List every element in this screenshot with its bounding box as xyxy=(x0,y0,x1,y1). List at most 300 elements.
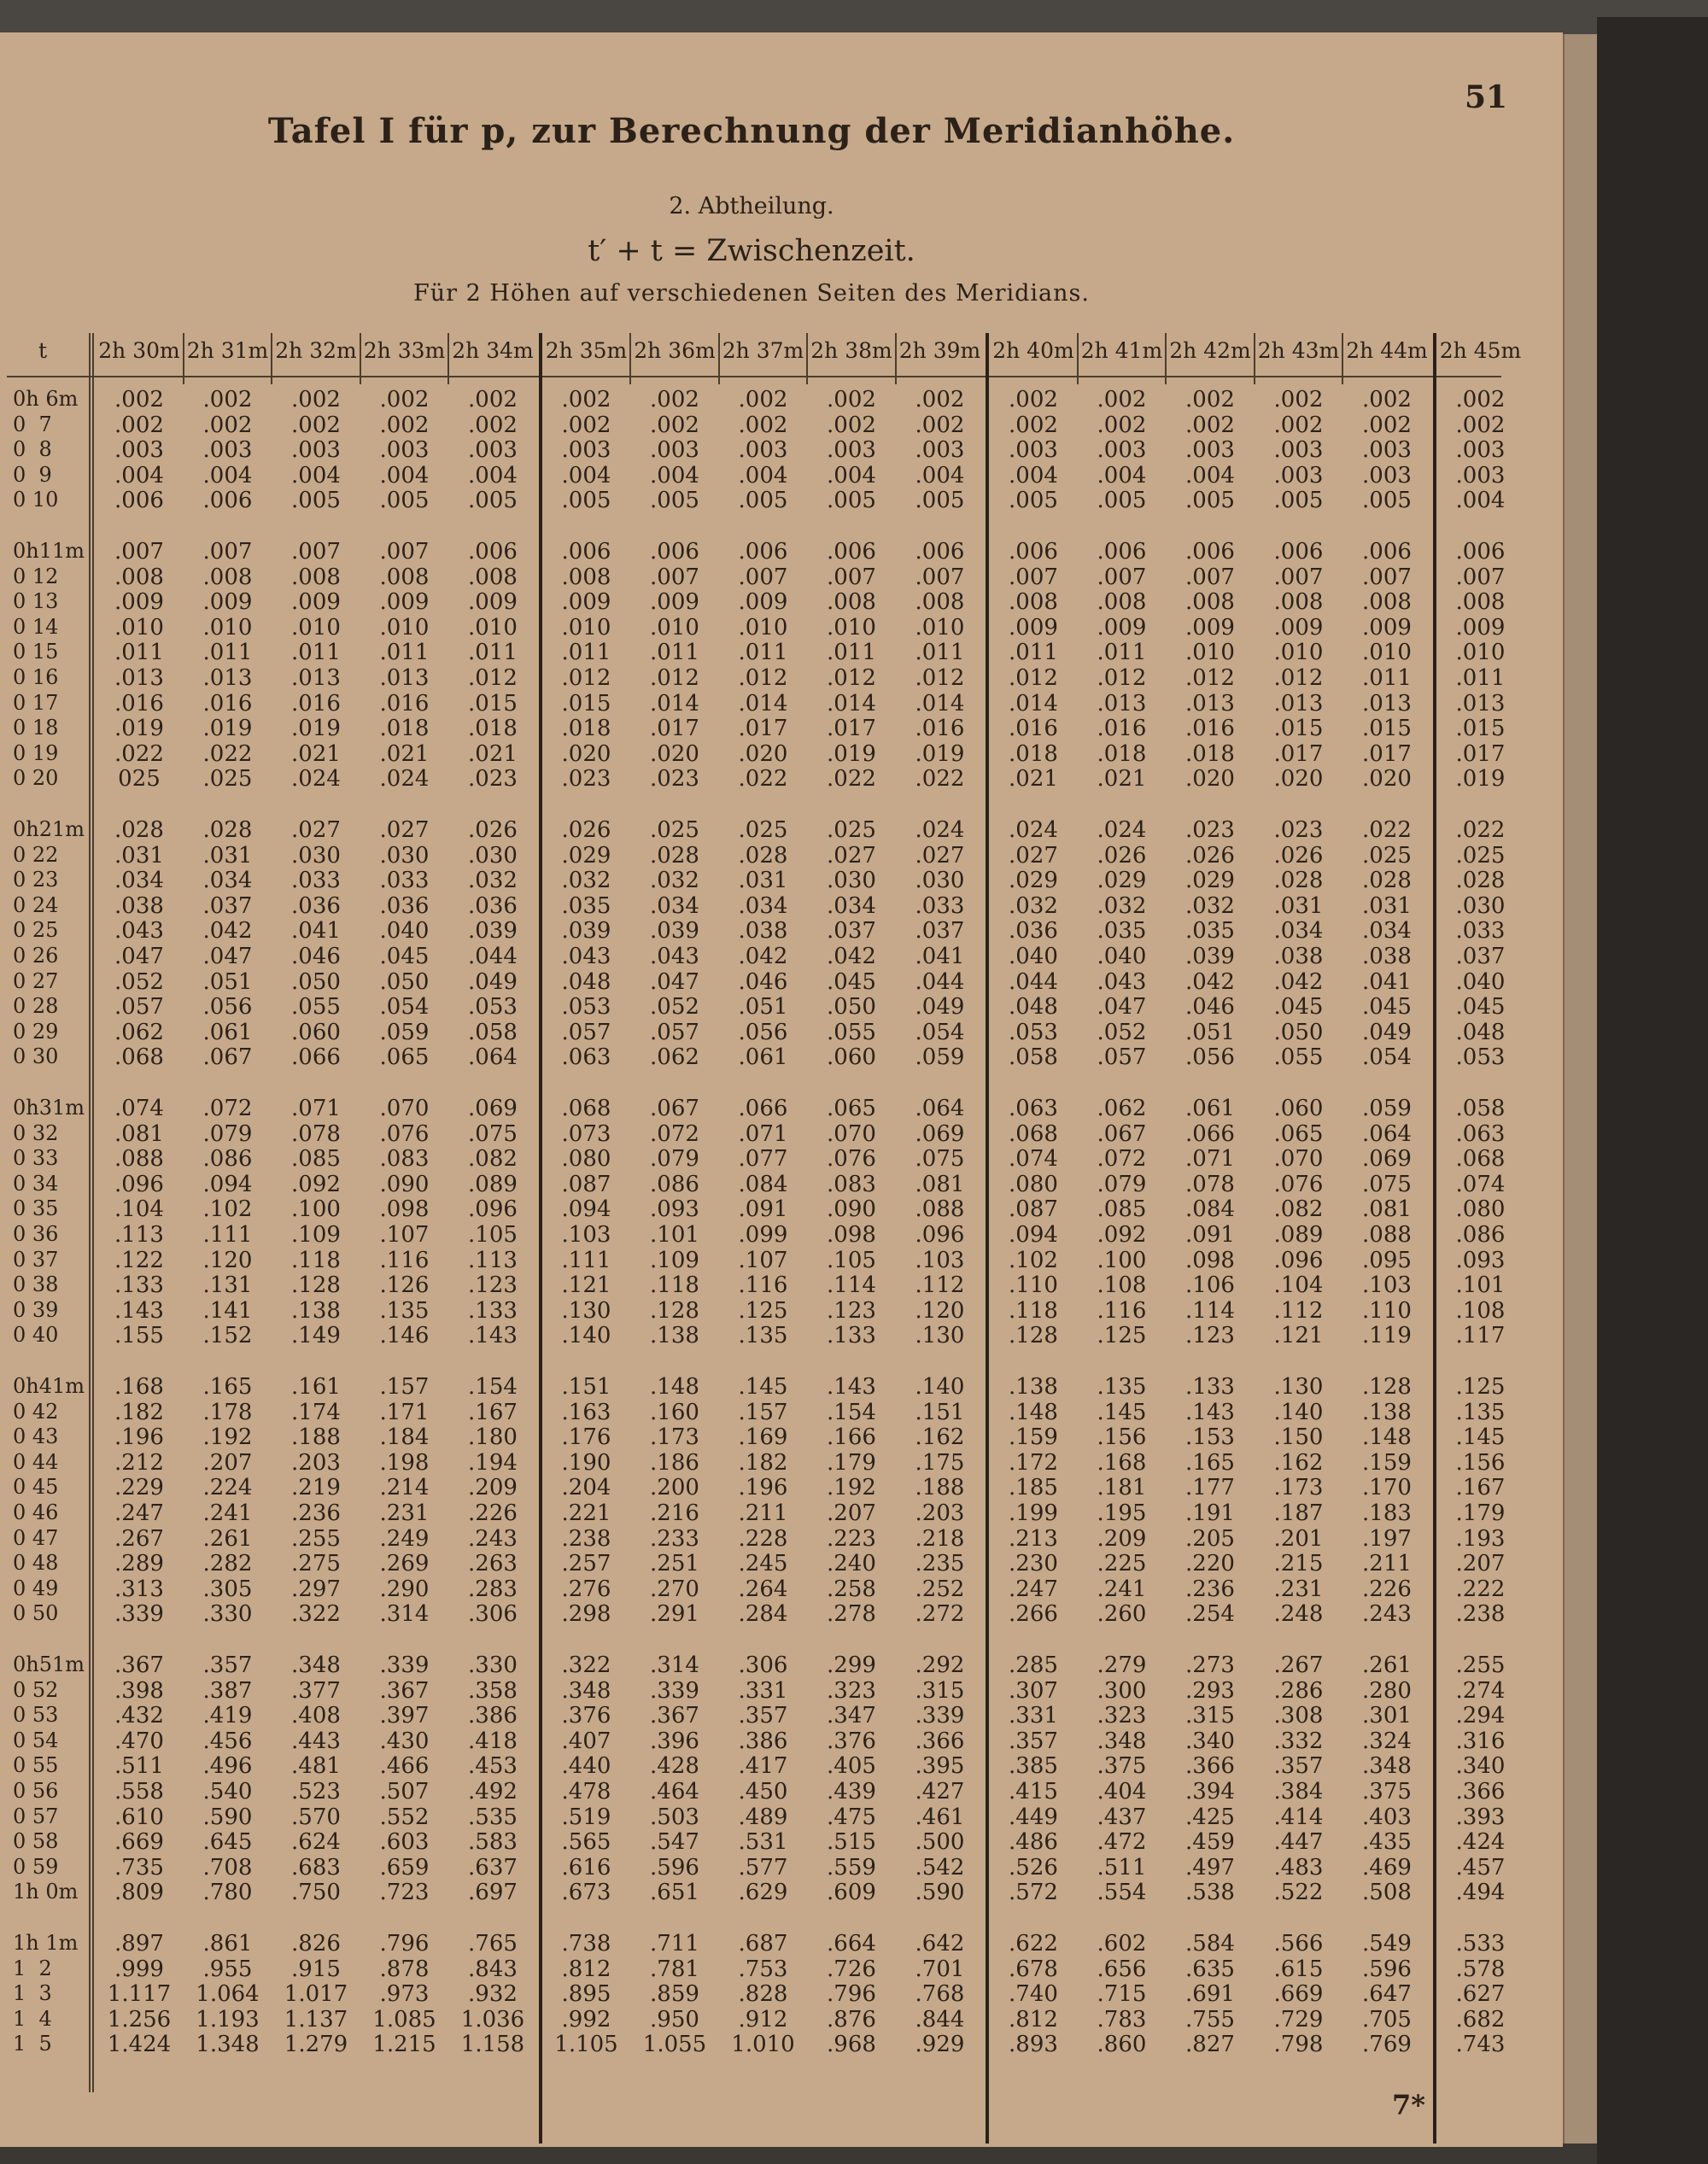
table-cell: .357 xyxy=(202,1652,253,1678)
table-cell: .012 xyxy=(650,665,699,691)
table-cell: .272 xyxy=(915,1601,965,1628)
table-cell: .701 xyxy=(915,1956,965,1982)
table-cell: .195 xyxy=(1097,1500,1147,1526)
table-cell: .005 xyxy=(1273,488,1324,514)
table-cell: .103 xyxy=(1362,1272,1412,1299)
table-cell: .765 xyxy=(468,1931,518,1956)
table-cell: .007 xyxy=(650,564,699,590)
table-cell: .226 xyxy=(468,1500,518,1526)
table-cell: .014 xyxy=(827,690,876,716)
table-cell: .064 xyxy=(1362,1120,1412,1147)
table-cell: .213 xyxy=(1009,1525,1058,1552)
table-cell: .009 xyxy=(650,589,699,616)
table-cell: .043 xyxy=(114,918,164,945)
table-cell: .101 xyxy=(650,1222,699,1248)
table-cell: .107 xyxy=(738,1247,788,1273)
table-cell: .038 xyxy=(114,892,164,919)
table-cell: .154 xyxy=(468,1374,518,1400)
table-cell: .026 xyxy=(1185,842,1235,869)
table-cell: .609 xyxy=(827,1880,876,1906)
table-cell: .163 xyxy=(561,1399,611,1425)
table-cell: .118 xyxy=(650,1272,699,1299)
table-cell: 025 xyxy=(118,766,161,792)
table-cell: .339 xyxy=(650,1677,699,1704)
table-cell: .456 xyxy=(202,1728,253,1754)
table-cell: .192 xyxy=(827,1475,876,1501)
table-cell: .276 xyxy=(561,1576,611,1602)
table-cell: .375 xyxy=(1362,1779,1412,1804)
table-cell: .022 xyxy=(915,766,965,792)
table-cell: .143 xyxy=(468,1323,518,1349)
table-cell: .056 xyxy=(202,994,253,1021)
table-cell: .003 xyxy=(1362,437,1412,464)
table-cell: .057 xyxy=(650,1019,699,1045)
signature-mark: 7* xyxy=(1392,2089,1425,2121)
table-cell: .010 xyxy=(561,614,611,640)
table-cell: .040 xyxy=(379,918,430,945)
table-cell: .723 xyxy=(379,1880,430,1906)
table-cell: .059 xyxy=(915,1044,965,1071)
table-cell: .022 xyxy=(738,766,788,792)
table-cell: .669 xyxy=(1273,1981,1324,2008)
table-cell: .294 xyxy=(1455,1703,1506,1729)
table-cell: .011 xyxy=(468,640,518,666)
table-cell: .387 xyxy=(202,1677,253,1704)
table-cell: .034 xyxy=(738,892,788,919)
table-cell: .018 xyxy=(1185,740,1235,767)
table-cell: .111 xyxy=(561,1247,611,1273)
table-cell: .376 xyxy=(827,1728,876,1754)
table-cell: .138 xyxy=(1009,1374,1058,1400)
table-cell: .828 xyxy=(738,1981,788,2008)
table-cell: .064 xyxy=(915,1096,965,1121)
table-cell: .212 xyxy=(114,1449,164,1476)
table-cell: .324 xyxy=(1362,1728,1412,1754)
table-cell: .016 xyxy=(114,690,164,716)
table-cell: .022 xyxy=(827,766,876,792)
column-divider xyxy=(895,333,897,384)
table-cell: .016 xyxy=(202,690,253,716)
table-cell: .691 xyxy=(1185,1981,1235,2008)
table-cell: .162 xyxy=(1273,1449,1324,1476)
table-cell: .596 xyxy=(1362,1956,1412,1982)
table-cell: .121 xyxy=(561,1272,611,1299)
table-cell: .061 xyxy=(202,1019,253,1045)
table-cell: .009 xyxy=(1185,614,1235,640)
table-cell: .088 xyxy=(915,1196,965,1223)
table-cell: .052 xyxy=(114,968,164,995)
table-cell: .019 xyxy=(915,740,965,767)
table-cell: .214 xyxy=(379,1475,430,1501)
table-cell: .002 xyxy=(827,412,876,438)
table-cell: .083 xyxy=(827,1171,876,1197)
table-cell: .348 xyxy=(291,1652,341,1678)
table-cell: .155 xyxy=(114,1323,164,1349)
table-cell: .314 xyxy=(650,1652,699,1678)
table-cell: 1.017 xyxy=(284,1981,348,2008)
table-cell: .063 xyxy=(1009,1096,1058,1121)
table-cell: .002 xyxy=(379,412,430,438)
table-cell: .459 xyxy=(1185,1829,1235,1856)
table-cell: .085 xyxy=(1097,1196,1147,1223)
table-cell: .238 xyxy=(1455,1601,1506,1628)
table-cell: .021 xyxy=(1009,766,1058,792)
table-cell: .079 xyxy=(1097,1171,1147,1197)
table-cell: .034 xyxy=(827,892,876,919)
table-cell: .678 xyxy=(1009,1956,1058,1982)
table-cell: .007 xyxy=(1009,564,1058,590)
table-cell: .032 xyxy=(468,868,518,894)
table-cell: .025 xyxy=(738,817,788,843)
table-cell: .515 xyxy=(827,1829,876,1856)
table-cell: .034 xyxy=(1362,918,1412,945)
table-cell: .170 xyxy=(1362,1475,1412,1501)
table-cell: .019 xyxy=(827,740,876,767)
table-cell: 1.010 xyxy=(731,2032,795,2058)
table-cell: .002 xyxy=(1362,387,1412,412)
table-cell: .193 xyxy=(1455,1525,1506,1552)
row-time-label: 0 22 xyxy=(13,842,59,867)
table-cell: .080 xyxy=(561,1146,611,1173)
table-cell: .047 xyxy=(1097,994,1147,1021)
table-cell: .009 xyxy=(561,589,611,616)
formula-line: t′ + t = Zwischenzeit. xyxy=(588,234,915,268)
table-cell: .021 xyxy=(379,740,430,767)
table-cell: 1.193 xyxy=(196,2006,260,2032)
row-time-label: 0 40 xyxy=(13,1323,59,1348)
table-cell: .270 xyxy=(650,1576,699,1602)
table-cell: .128 xyxy=(291,1272,341,1299)
table-cell: .020 xyxy=(1362,766,1412,792)
table-cell: .082 xyxy=(468,1146,518,1173)
table-cell: .377 xyxy=(291,1677,341,1704)
table-cell: .008 xyxy=(468,564,518,590)
table-cell: .251 xyxy=(650,1551,699,1577)
table-cell: .178 xyxy=(202,1399,253,1425)
table-cell: .040 xyxy=(1097,944,1147,969)
table-cell: .306 xyxy=(738,1652,788,1678)
table-cell: .003 xyxy=(202,437,253,464)
table-cell: .019 xyxy=(291,716,341,742)
table-cell: .065 xyxy=(827,1096,876,1121)
table-cell: .023 xyxy=(650,766,699,792)
table-cell: .131 xyxy=(202,1272,253,1299)
table-cell: .135 xyxy=(1455,1399,1506,1425)
table-cell: .145 xyxy=(738,1374,788,1400)
table-cell: .098 xyxy=(827,1222,876,1248)
table-cell: .088 xyxy=(1362,1222,1412,1248)
table-cell: .215 xyxy=(1273,1551,1324,1577)
table-cell: .032 xyxy=(650,868,699,894)
row-time-label: 0 38 xyxy=(13,1272,59,1297)
row-time-label: 0h51m xyxy=(13,1652,85,1676)
table-cell: .002 xyxy=(291,412,341,438)
table-cell: .014 xyxy=(915,690,965,716)
table-cell: .058 xyxy=(1455,1096,1506,1121)
table-cell: .029 xyxy=(1185,868,1235,894)
table-cell: .013 xyxy=(1185,690,1235,716)
row-time-label: 0 25 xyxy=(13,918,59,943)
table-cell: .008 xyxy=(915,589,965,616)
table-cell: .098 xyxy=(1185,1247,1235,1273)
table-cell: .024 xyxy=(291,766,341,792)
table-cell: .039 xyxy=(468,918,518,945)
table-cell: .508 xyxy=(1362,1880,1412,1906)
table-cell: .192 xyxy=(202,1424,253,1451)
table-cell: .069 xyxy=(915,1120,965,1147)
table-cell: .133 xyxy=(1185,1374,1235,1400)
table-cell: .165 xyxy=(1185,1449,1235,1476)
table-cell: .037 xyxy=(1455,944,1506,969)
row-time-label: 1 5 xyxy=(13,2032,52,2056)
table-cell: .002 xyxy=(827,387,876,412)
table-cell: .099 xyxy=(738,1222,788,1248)
table-cell: .058 xyxy=(1009,1044,1058,1071)
table-cell: .007 xyxy=(915,564,965,590)
table-cell: .080 xyxy=(1009,1171,1058,1197)
table-cell: .005 xyxy=(1362,488,1412,514)
column-divider xyxy=(360,333,361,384)
table-cell: .235 xyxy=(915,1551,965,1577)
table-cell: .152 xyxy=(202,1323,253,1349)
row-time-label: 0 52 xyxy=(13,1677,59,1702)
table-cell: .012 xyxy=(468,665,518,691)
table-cell: .006 xyxy=(1185,539,1235,564)
table-cell: .255 xyxy=(1455,1652,1506,1678)
table-cell: .006 xyxy=(738,539,788,564)
table-cell: .006 xyxy=(1009,539,1058,564)
table-cell: .340 xyxy=(1185,1728,1235,1754)
table-cell: .449 xyxy=(1009,1804,1058,1830)
table-cell: .004 xyxy=(738,462,788,488)
table-cell: .108 xyxy=(1455,1297,1506,1324)
table-cell: .114 xyxy=(827,1272,876,1299)
table-cell: .004 xyxy=(915,462,965,488)
row-time-label: 0 24 xyxy=(13,892,59,917)
table-cell: .205 xyxy=(1185,1525,1235,1552)
table-cell: .067 xyxy=(1097,1120,1147,1147)
table-cell: .112 xyxy=(915,1272,965,1299)
table-cell: .005 xyxy=(650,488,699,514)
table-cell: .011 xyxy=(561,640,611,666)
table-cell: .089 xyxy=(468,1171,518,1197)
table-cell: .103 xyxy=(915,1247,965,1273)
table-cell: .019 xyxy=(114,716,164,742)
table-cell: .929 xyxy=(915,2032,965,2058)
table-cell: .013 xyxy=(114,665,164,691)
table-cell: .293 xyxy=(1185,1677,1235,1704)
table-cell: .003 xyxy=(1273,437,1324,464)
table-cell: .094 xyxy=(1009,1222,1058,1248)
table-cell: .039 xyxy=(650,918,699,945)
table-cell: .007 xyxy=(738,564,788,590)
table-cell: .065 xyxy=(379,1044,430,1071)
table-cell: .177 xyxy=(1185,1475,1235,1501)
table-cell: .238 xyxy=(561,1525,611,1552)
table-cell: .064 xyxy=(468,1044,518,1071)
table-cell: .014 xyxy=(1009,690,1058,716)
table-cell: .366 xyxy=(1185,1753,1235,1780)
table-cell: .203 xyxy=(915,1500,965,1526)
table-cell: .018 xyxy=(468,716,518,742)
table-cell: .010 xyxy=(1362,640,1412,666)
table-cell: .018 xyxy=(561,716,611,742)
table-cell: .157 xyxy=(379,1374,430,1400)
table-cell: .024 xyxy=(379,766,430,792)
table-cell: .068 xyxy=(1455,1146,1506,1173)
row-time-label: 1 2 xyxy=(13,1956,52,1980)
table-cell: .123 xyxy=(468,1272,518,1299)
table-cell: .102 xyxy=(202,1196,253,1223)
table-cell: .306 xyxy=(468,1601,518,1628)
table-cell: .034 xyxy=(1273,918,1324,945)
table-cell: .407 xyxy=(561,1728,611,1754)
book-page xyxy=(0,32,1563,2147)
table-cell: 1.215 xyxy=(372,2032,436,2058)
table-cell: .051 xyxy=(1185,1019,1235,1045)
table-cell: .149 xyxy=(291,1323,341,1349)
table-cell: .042 xyxy=(1185,968,1235,995)
table-cell: .036 xyxy=(1009,918,1058,945)
table-cell: .035 xyxy=(1097,918,1147,945)
row-time-label: 0 50 xyxy=(13,1601,59,1626)
table-cell: .469 xyxy=(1362,1854,1412,1880)
table-cell: .322 xyxy=(291,1601,341,1628)
table-cell: .162 xyxy=(915,1424,965,1451)
table-cell: .078 xyxy=(1185,1171,1235,1197)
table-cell: .016 xyxy=(1009,716,1058,742)
table-cell: .059 xyxy=(379,1019,430,1045)
row-time-label: 0 35 xyxy=(13,1196,59,1221)
table-cell: .549 xyxy=(1362,1931,1412,1956)
table-cell: .602 xyxy=(1097,1931,1147,1956)
table-cell: .308 xyxy=(1273,1703,1324,1729)
table-cell: .191 xyxy=(1185,1500,1235,1526)
table-cell: .249 xyxy=(379,1525,430,1552)
table-cell: .082 xyxy=(1273,1196,1324,1223)
table-cell: .116 xyxy=(738,1272,788,1299)
table-cell: .332 xyxy=(1273,1728,1324,1754)
table-cell: .007 xyxy=(1273,564,1324,590)
column-header: 2h 41m xyxy=(1080,338,1163,363)
table-cell: .500 xyxy=(915,1829,965,1856)
table-cell: .055 xyxy=(827,1019,876,1045)
table-cell: .140 xyxy=(915,1374,965,1400)
table-cell: .003 xyxy=(1097,437,1147,464)
row-time-label: 0 55 xyxy=(13,1753,59,1778)
column-header: 2h 30m xyxy=(98,338,180,363)
table-cell: .016 xyxy=(291,690,341,716)
table-cell: .017 xyxy=(650,716,699,742)
row-time-label: 0 47 xyxy=(13,1525,59,1550)
table-cell: .554 xyxy=(1097,1880,1147,1906)
table-cell: .010 xyxy=(738,614,788,640)
table-cell: .128 xyxy=(1009,1323,1058,1349)
table-cell: .017 xyxy=(738,716,788,742)
table-cell: .007 xyxy=(1362,564,1412,590)
table-cell: .004 xyxy=(1185,462,1235,488)
table-cell: .028 xyxy=(1455,868,1506,894)
table-cell: .043 xyxy=(650,944,699,969)
table-cell: .010 xyxy=(650,614,699,640)
table-cell: .497 xyxy=(1185,1854,1235,1880)
row-time-label: 0 16 xyxy=(13,665,59,689)
table-cell: .507 xyxy=(379,1779,430,1804)
table-cell: .016 xyxy=(915,716,965,742)
table-cell: .180 xyxy=(468,1424,518,1451)
table-cell: .004 xyxy=(1455,488,1506,514)
table-cell: .028 xyxy=(1362,868,1412,894)
table-cell: .044 xyxy=(468,944,518,969)
table-cell: .026 xyxy=(1097,842,1147,869)
table-cell: .005 xyxy=(291,488,341,514)
table-cell: .011 xyxy=(1362,665,1412,691)
table-cell: .002 xyxy=(1455,387,1506,412)
table-cell: .627 xyxy=(1455,1981,1506,2008)
table-title: Tafel I für p, zur Berechnung der Meridianhöhe. xyxy=(267,111,1236,151)
table-cell: .057 xyxy=(1097,1044,1147,1071)
table-cell: .264 xyxy=(738,1576,788,1602)
table-cell: .006 xyxy=(650,539,699,564)
row-time-label: 1h 0m xyxy=(13,1880,79,1904)
table-cell: .077 xyxy=(738,1146,788,1173)
table-cell: 1.158 xyxy=(460,2032,525,2058)
table-cell: .486 xyxy=(1009,1829,1058,1856)
table-cell: .004 xyxy=(379,462,430,488)
table-cell: .615 xyxy=(1273,1956,1324,1982)
table-cell: .008 xyxy=(291,564,341,590)
table-cell: .552 xyxy=(379,1804,430,1830)
scan-top-strip xyxy=(0,0,1708,34)
table-cell: .118 xyxy=(291,1247,341,1273)
table-cell: .229 xyxy=(114,1475,164,1501)
column-header: 2h 31m xyxy=(186,338,269,363)
page-number: 51 xyxy=(1465,79,1508,115)
table-cell: .007 xyxy=(827,564,876,590)
table-cell: .275 xyxy=(291,1551,341,1577)
table-cell: .683 xyxy=(291,1854,341,1880)
table-cell: .003 xyxy=(827,437,876,464)
table-cell: .019 xyxy=(202,716,253,742)
table-cell: .010 xyxy=(1273,640,1324,666)
table-cell: .053 xyxy=(468,994,518,1021)
table-cell: .019 xyxy=(1455,766,1506,792)
table-cell: .475 xyxy=(827,1804,876,1830)
column-header: 2h 35m xyxy=(545,338,628,363)
table-cell: .067 xyxy=(202,1044,253,1071)
table-cell: .340 xyxy=(1455,1753,1506,1780)
table-cell: .755 xyxy=(1185,2006,1235,2032)
table-cell: .955 xyxy=(202,1956,253,1982)
table-cell: .038 xyxy=(738,918,788,945)
table-cell: .566 xyxy=(1273,1931,1324,1956)
table-cell: .110 xyxy=(1362,1297,1412,1324)
table-cell: .031 xyxy=(738,868,788,894)
table-cell: .154 xyxy=(827,1399,876,1425)
table-cell: .002 xyxy=(1362,412,1412,438)
table-cell: .089 xyxy=(1273,1222,1324,1248)
table-cell: .533 xyxy=(1455,1931,1506,1956)
table-cell: .007 xyxy=(291,539,341,564)
row-time-label: 0 39 xyxy=(13,1297,59,1322)
table-cell: .659 xyxy=(379,1854,430,1880)
table-cell: .440 xyxy=(561,1753,611,1780)
table-cell: .101 xyxy=(1455,1272,1506,1299)
table-cell: .086 xyxy=(650,1171,699,1197)
table-cell: .572 xyxy=(1009,1880,1058,1906)
column-divider-heavy xyxy=(986,333,989,2144)
table-cell: .472 xyxy=(1097,1829,1147,1856)
